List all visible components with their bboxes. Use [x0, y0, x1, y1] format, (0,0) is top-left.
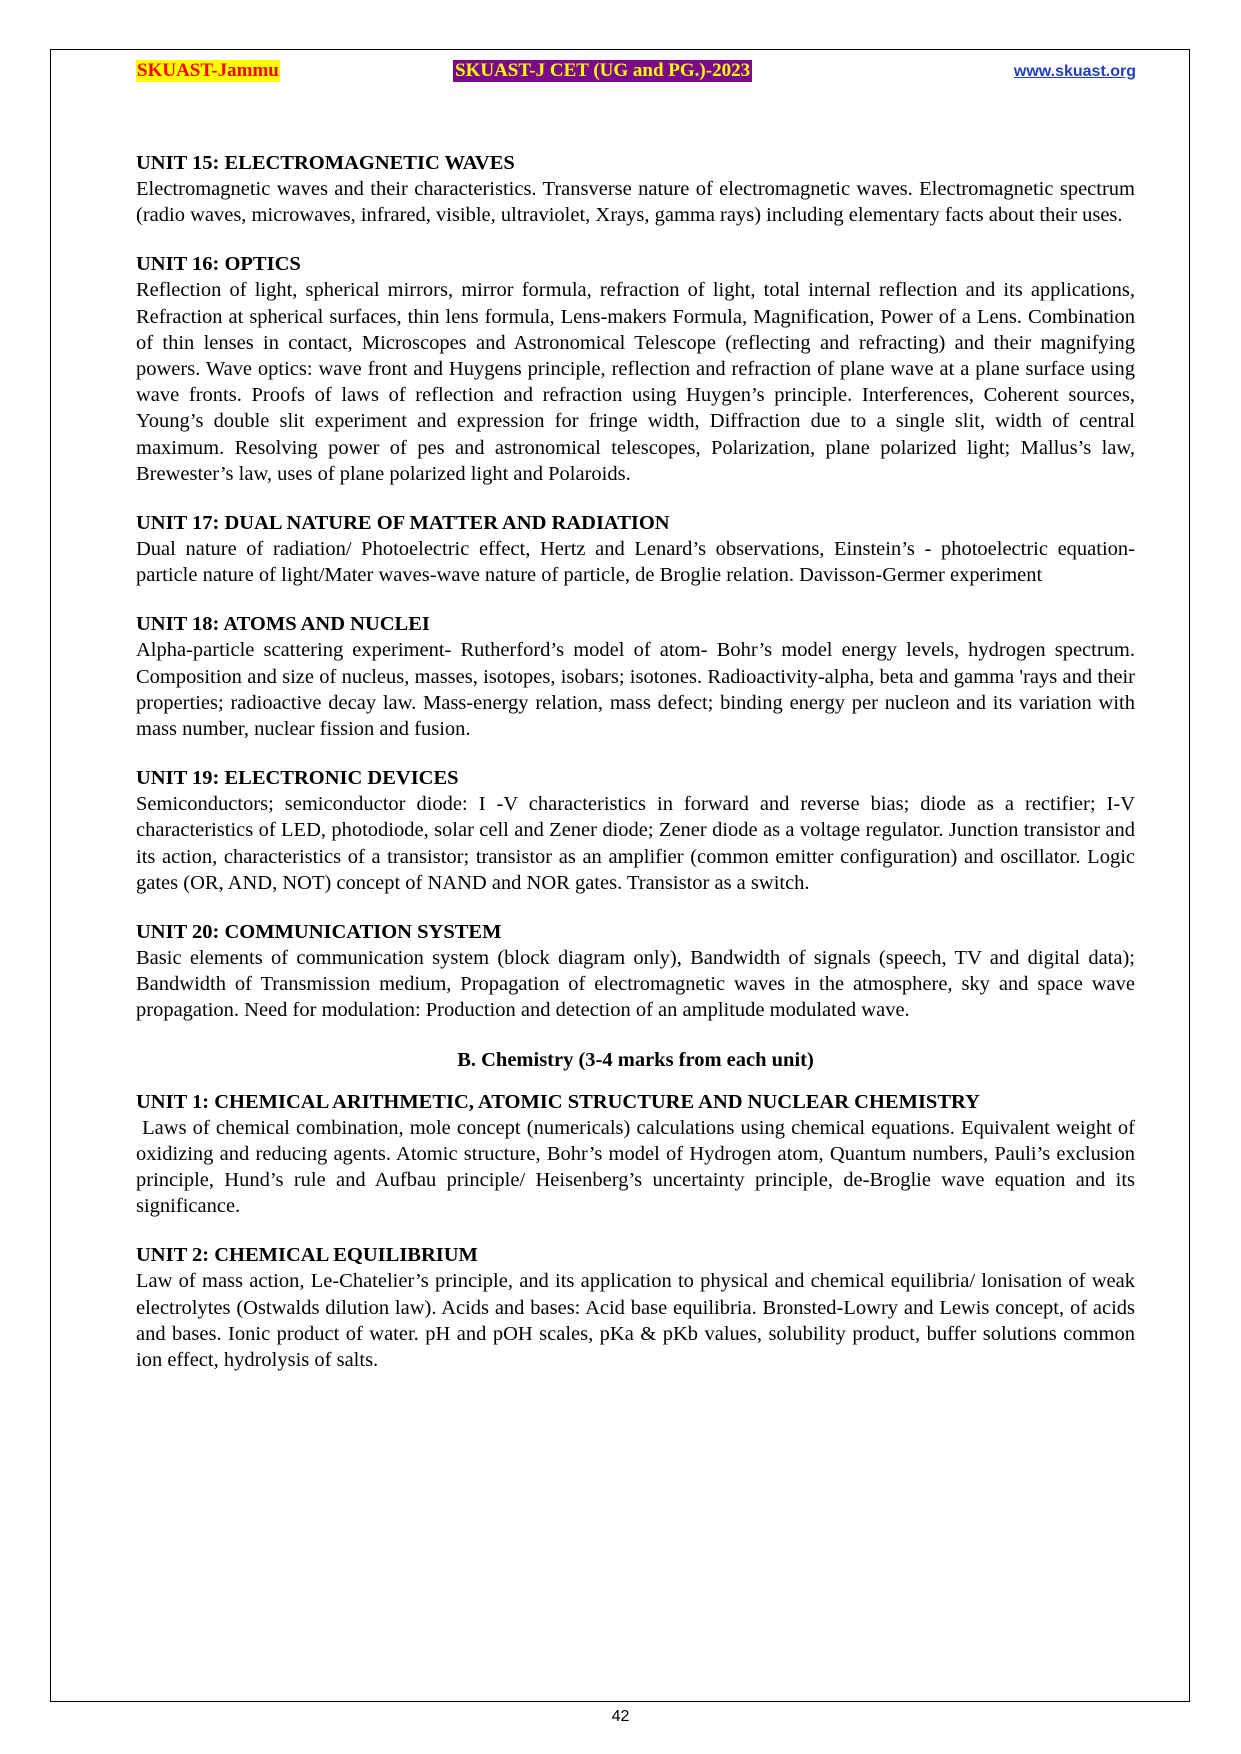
- unit-title: UNIT 16: OPTICS: [136, 253, 301, 276]
- unit-section: [136, 251, 1135, 487]
- unit-title: UNIT 20: COMMUNICATION SYSTEM: [136, 921, 502, 944]
- unit-title: UNIT 17: DUAL NATURE OF MATTER AND RADIATION: [136, 512, 670, 535]
- unit-body: Semiconductors; semiconductor diode: I -V characteristics in forward and reverse bias; diode as a rectifier; I-V characteristics of LED, photodiode, solar cell and Zener diode; Zener diode as a voltage regulator. Junction transistor and its action, characteristics of a transistor; transistor as an amplifier (common emitter configuration) and oscillator. Logic gates (OR, AND, NOT) concept of NAND and NOR gates. Transistor as a switch.: [136, 793, 1135, 894]
- unit-title: UNIT 19: ELECTRONIC DEVICES: [136, 767, 459, 790]
- unit-section: [136, 611, 1135, 742]
- unit-body: Basic elements of communication system (block diagram only), Bandwidth of signals (speech, TV and digital data); Bandwidth of Transmission medium, Propagation of electromagnetic waves in the atmosphere, sky and space wave propagation. Need for modulation: Production and detection of an amplitude modulated wave.: [136, 947, 1135, 1022]
- unit-title: UNIT 2: CHEMICAL EQUILIBRIUM: [136, 1244, 478, 1267]
- page-number: 42: [611, 1708, 630, 1725]
- header-exam-title: SKUAST-J CET (UG and PG.)-2023: [455, 60, 751, 81]
- page-header: [136, 60, 1136, 88]
- unit-section: [136, 150, 1135, 228]
- unit-body: Reflection of light, spherical mirrors, mirror formula, refraction of light, total internal reflection and its applications, Refraction at spherical surfaces, thin lens formula, Lens-makers Formula, Magnification, Power of a Lens. Combination of thin lenses in contact, Microscopes and Astronomical Telescope (reflecting and refracting) and their magnifying powers. Wave optics: wave front and Huygens principle, reflection and refraction of plane wave at a plane surface using wave fronts. Proofs of laws of reflection and refraction using Huygen’s principle. Interferences, Coherent sources, Young’s double slit experiment and expression for fringe width, Diffraction due to a single slit, width of central maximum. Resolving power of pes and astronomical telescopes, Polarization, plane polarized light; Mallus’s law, Brewester’s law, uses of plane polarized light and Polaroids.: [136, 279, 1135, 485]
- unit-body: Laws of chemical combination, mole concept (numericals) calculations using chemical equations. Equivalent weight of oxidizing and reducing agents. Atomic structure, Bohr’s model of Hydrogen atom, Quantum numbers, Pauli’s exclusion principle, Hund’s rule and Aufbau principle/ Heisenberg’s uncertainty principle, de-Broglie wave equation and its significance.: [136, 1116, 1141, 1218]
- unit-section: [136, 510, 1135, 588]
- unit-section: [136, 1089, 1141, 1220]
- chemistry-heading: B. Chemistry (3-4 marks from each unit): [457, 1048, 814, 1071]
- unit-title: UNIT 15: ELECTROMAGNETIC WAVES: [136, 152, 515, 174]
- unit-body: Electromagnetic waves and their characteristics. Transverse nature of electromagnetic waves. Electromagnetic spectrum (radio waves, microwaves, infrared, visible, ultraviolet, Xrays, gamma rays) including elementary facts about their uses.: [136, 178, 1135, 227]
- unit-body: Law of mass action, Le-Chatelier’s principle, and its application to physical and chemical equilibria/ lonisation of weak electrolytes (Ostwalds dilution law). Acids and bases: Acid base equilibria. Bronsted-Lowry and Lewis concept, of acids and bases. Ionic product of water. pH and pOH scales, pKa & pKb values, solubility product, buffer solutions common ion effect, hydrolysis of salts.: [136, 1270, 1135, 1372]
- unit-section: [136, 919, 1135, 1024]
- unit-section: [136, 765, 1135, 896]
- unit-body: Alpha-particle scattering experiment- Rutherford’s model of atom- Bohr’s model energy levels, hydrogen spectrum. Composition and size of nucleus, masses, isotopes, isobars; isotones. Radioactivity-alpha, beta and gamma 'rays and their properties; radioactive decay law. Mass-energy relation, mass defect; binding energy per nucleon and its variation with mass number, nuclear fission and fusion.: [136, 639, 1135, 741]
- unit-title: UNIT 1: CHEMICAL ARITHMETIC, ATOMIC STRUCTURE AND NUCLEAR CHEMISTRY: [136, 1090, 980, 1113]
- header-institution: SKUAST-Jammu: [137, 60, 279, 81]
- unit-body: Dual nature of radiation/ Photoelectric effect, Hertz and Lenard’s observations, Einstein’s - photoelectric equation- particle nature of light/Mater waves-wave nature of particle, de Broglie relation. Davisson-Germer experiment: [136, 538, 1135, 587]
- header-website-link[interactable]: www.skuast.org: [1013, 63, 1136, 80]
- document-body: [136, 150, 1141, 1396]
- unit-section: [136, 1242, 1135, 1373]
- unit-title: UNIT 18: ATOMS AND NUCLEI: [136, 613, 430, 636]
